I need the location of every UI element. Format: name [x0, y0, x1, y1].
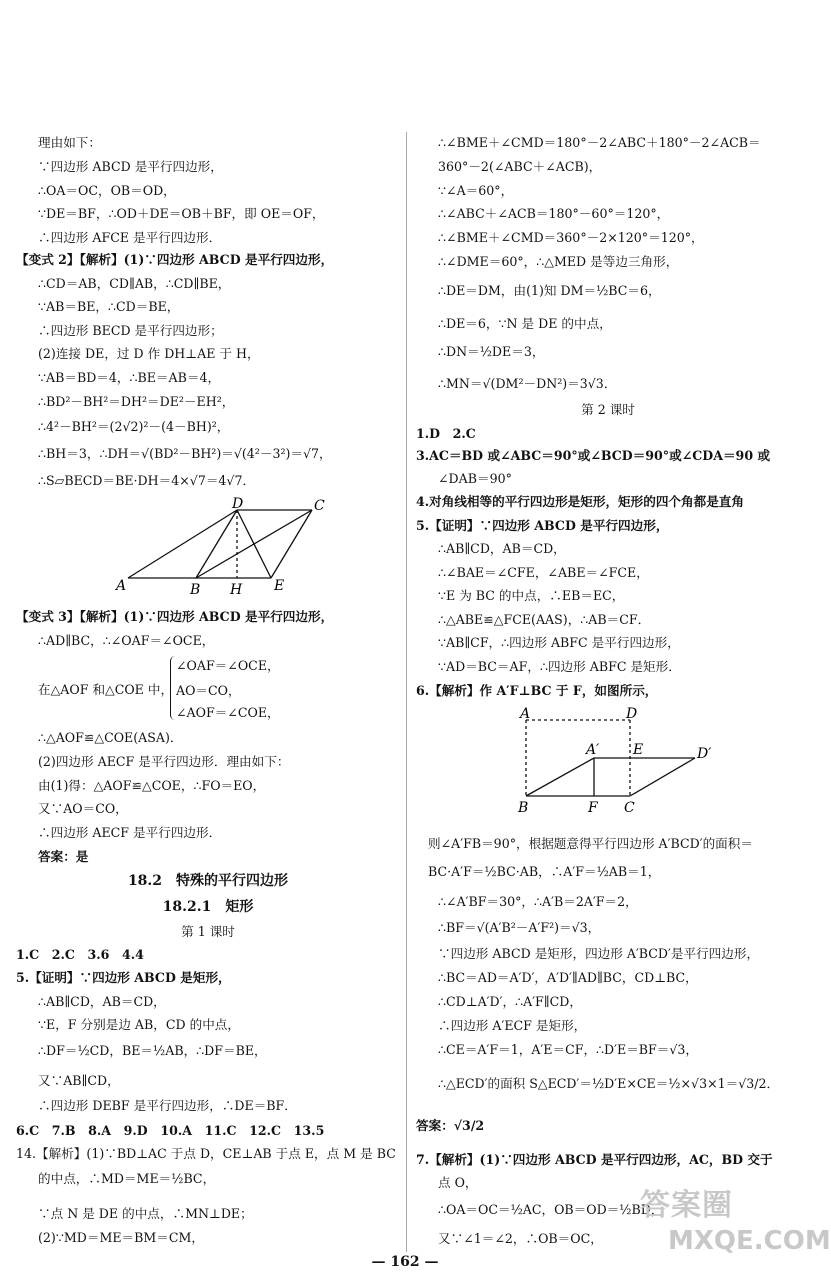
text-line: ∴DF＝½CD，BE＝½AB，∴DF＝BE，: [38, 1043, 267, 1058]
text-line: ∵E 为 BC 的中点，∴EB＝EC，: [438, 588, 625, 603]
text-line: 的中点，∴MD＝ME＝½BC，: [38, 1171, 216, 1186]
page-number: — 162 —: [371, 1254, 439, 1270]
text-line: ∵E，F 分别是边 AB，CD 的中点，: [38, 1017, 240, 1032]
text-line: 14.【解析】(1)∵BD⊥AC 于点 D，CE⊥AB 于点 E，点 M 是 BC: [16, 1146, 396, 1161]
label-a: A: [520, 706, 531, 722]
label-d: D: [232, 496, 244, 512]
text-line: ∴BC＝AD＝A′D′，A′D′∥AD∥BC，CD⊥BC，: [438, 970, 698, 985]
text-line: ∴CD⊥A′D′，∴A′F∥CD，: [438, 994, 582, 1009]
label-f: F: [588, 800, 598, 816]
text-line: 360°－2(∠ABC＋∠ACB)，: [438, 159, 602, 174]
label-d: D: [626, 706, 638, 722]
text-line: 7.【解析】(1)∵四边形 ABCD 是平行四边形，AC，BD 交于: [416, 1152, 773, 1167]
text-line: ∴AB∥CD，AB＝CD，: [38, 994, 166, 1009]
text-line: 在△AOF 和△COE 中，: [38, 682, 174, 697]
column-divider: [406, 132, 407, 1252]
text-line: ∵点 N 是 DE 的中点，∴MN⊥DE；: [38, 1206, 253, 1221]
label-e: E: [274, 578, 285, 594]
text-line: 又∵∠1＝∠2，∴OB＝OC，: [438, 1231, 603, 1246]
text-line: ∵四边形 ABCD 是矩形，四边形 A′BCD′是平行四边形，: [438, 946, 760, 961]
text-line: 【变式 2】【解析】(1)∵四边形 ABCD 是平行四边形，: [16, 252, 334, 267]
text-line: ∴△ECD′的面积 S△ECD′＝½D′E×CE＝½×√3×1＝√3/2．: [438, 1076, 780, 1091]
label-c: C: [314, 498, 325, 514]
label-b: B: [518, 800, 529, 816]
watermark-logo: 答案圈: [640, 1188, 733, 1223]
text-line: ∴BD²－BH²＝DH²＝DE²－EH²，: [38, 394, 235, 409]
text-line: 6.【解析】作 A′F⊥BC 于 F，如图所示，: [416, 683, 658, 698]
text-line: (2)四边形 AECF 是平行四边形．理由如下：: [38, 754, 290, 769]
text-line: (2)连接 DE，过 D 作 DH⊥AE 于 H，: [38, 346, 260, 361]
text-line: 又∵AB∥CD，: [38, 1073, 120, 1088]
text-line: ∴AD∥BC，∴∠OAF＝∠OCE，: [38, 633, 215, 648]
label-e: E: [633, 742, 644, 758]
text-line: 【变式 3】【解析】(1)∵四边形 ABCD 是平行四边形，: [16, 609, 334, 624]
text-line: ∴DN＝½DE＝3，: [438, 344, 545, 359]
text-line: ∵DE＝BF，∴OD＋DE＝OB＋BF，即 OE＝OF，: [38, 206, 325, 221]
text-line: ∴四边形 AFCE 是平行四边形．: [38, 230, 222, 245]
label-b: B: [190, 582, 201, 598]
lesson-title: 第 2 课时: [581, 402, 635, 417]
text-line: ∴DE＝DM，由(1)知 DM＝½BC＝6，: [438, 283, 661, 298]
text-line: ∵四边形 ABCD 是平行四边形，: [38, 159, 223, 174]
text-line: ∴△ABE≌△FCE(AAS)，∴AB＝CF．: [438, 612, 651, 627]
text-line: ∠DAB＝90°: [438, 471, 512, 486]
text-line: ∴OA＝OC＝½AC，OB＝OD＝½BD，: [438, 1202, 664, 1217]
text-line: (2)∵MD＝ME＝BM＝CM，: [38, 1230, 204, 1245]
text-line: ∴CD＝AB，CD∥AB，∴CD∥BE，: [38, 276, 231, 291]
watermark-url: MXQE.COM: [668, 1226, 831, 1256]
text-line: ∴四边形 DEBF 是平行四边形，∴DE＝BF．: [38, 1098, 297, 1113]
text-line: ∴4²－BH²＝(2√2)²－(4－BH)²，: [38, 419, 230, 434]
text-line: ∵AB＝BD＝4，∴BE＝AB＝4，: [38, 370, 221, 385]
text-line: BC·A′F＝½BC·AB，∴A′F＝½AB＝1，: [428, 864, 661, 879]
figure-parallelogram-bdce: [116, 498, 346, 598]
text-line: ∴MN＝√(DM²－DN²)＝3√3．: [438, 376, 617, 391]
text-line: ∴∠A′BF＝30°，∴A′B＝2A′F＝2，: [438, 894, 638, 909]
text-line: AO＝CO，: [176, 683, 241, 698]
text-line: 理由如下：: [38, 135, 101, 150]
text-line: 答案：√3/2: [416, 1118, 485, 1133]
label-a: A: [116, 578, 127, 594]
text-line: 则∠A′FB＝90°，根据题意得平行四边形 A′BCD′的面积＝: [428, 836, 753, 851]
figure-rectangle-parallelogram: [512, 706, 732, 824]
text-line: ∴四边形 AECF 是平行四边形．: [38, 825, 222, 840]
text-line: 1.C 2.C 3.6 4.4: [16, 947, 144, 962]
text-line: 1.D 2.C: [416, 426, 476, 441]
text-line: ∴AB∥CD，AB＝CD，: [438, 541, 566, 556]
lesson-title: 第 1 课时: [181, 924, 235, 939]
text-line: 答案：是: [38, 849, 89, 864]
text-line: 由(1)得：△AOF≌△COE，∴FO＝EO，: [38, 778, 266, 793]
text-line: ∴DE＝6，∵N 是 DE 的中点，: [438, 316, 612, 331]
text-line: 3.AC＝BD 或∠ABC＝90°或∠BCD＝90°或∠CDA＝90 或: [416, 448, 771, 463]
text-line: 4.对角线相等的平行四边形是矩形，矩形的四个角都是直角: [416, 494, 744, 509]
label-h: H: [230, 582, 243, 598]
text-line: ∵AD＝BC＝AF，∴四边形 ABFC 是矩形．: [438, 659, 681, 674]
text-line: ∴∠BME＋∠CMD＝180°－2∠ABC＋180°－2∠ACB＝: [438, 135, 761, 150]
label-d-prime: D′: [697, 746, 712, 762]
subsection-title: 18.2.1 矩形: [162, 899, 254, 915]
text-line: ∴CE＝A′F＝1，A′E＝CF，∴D′E＝BF＝√3，: [438, 1042, 699, 1057]
text-line: 6.C 7.B 8.A 9.D 10.A 11.C 12.C 13.5: [16, 1123, 325, 1138]
text-line: 5.【证明】∵四边形 ABCD 是矩形，: [16, 970, 231, 985]
text-line: ∴BH＝3，∴DH＝√(BD²－BH²)＝√(4²－3²)＝√7，: [38, 446, 332, 461]
text-line: ∠OAF＝∠OCE，: [176, 658, 280, 673]
text-line: ∴OA＝OC，OB＝OD，: [38, 183, 176, 198]
label-c: C: [624, 800, 635, 816]
text-line: 点 O，: [438, 1175, 478, 1190]
text-line: ∴∠BAE＝∠CFE，∠ABE＝∠FCE，: [438, 565, 649, 580]
text-line: ∠AOF＝∠COE，: [176, 705, 280, 720]
text-line: ∵AB＝BE，∴CD＝BE，: [38, 299, 180, 314]
text-line: 5.【证明】∵四边形 ABCD 是平行四边形，: [416, 518, 669, 533]
text-line: ∵AB∥CF，∴四边形 ABFC 是平行四边形，: [438, 635, 680, 650]
text-line: ∴四边形 BECD 是平行四边形；: [38, 323, 223, 338]
text-line: ∴四边形 A′ECF 是矩形，: [438, 1018, 587, 1033]
text-line: 又∵AO＝CO，: [38, 801, 128, 816]
text-line: ∴∠BME＋∠CMD＝360°－2×120°＝120°，: [438, 230, 704, 245]
text-line: ∴△AOF≌△COE(ASA)．: [38, 730, 183, 745]
system-brace: [170, 656, 175, 720]
text-line: ∴S▱BECD＝BE·DH＝4×√7＝4√7．: [38, 473, 256, 488]
label-a-prime: A′: [586, 742, 600, 758]
text-line: ∴∠ABC＋∠ACB＝180°－60°＝120°，: [438, 206, 670, 221]
text-line: ∴∠DME＝60°，∴△MED 是等边三角形，: [438, 254, 679, 269]
section-title: 18.2 特殊的平行四边形: [127, 873, 289, 889]
text-line: ∴BF＝√(A′B²－A′F²)＝√3，: [438, 920, 601, 935]
text-line: ∵∠A＝60°，: [438, 183, 514, 198]
